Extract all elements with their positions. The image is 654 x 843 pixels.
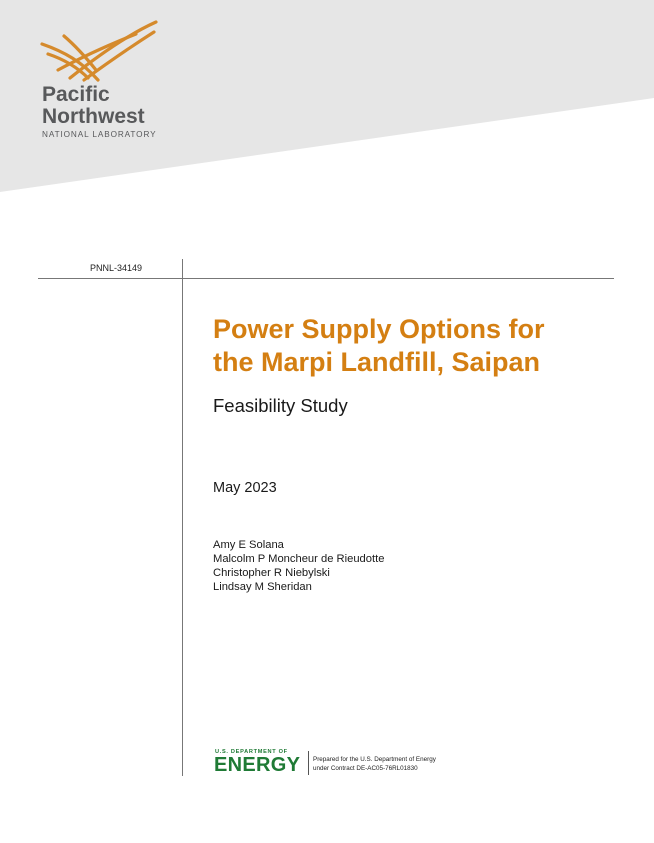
author-name: Malcolm P Moncheur de Rieudotte [213,553,385,565]
logo-line-national-laboratory: NATIONAL LABORATORY [42,130,157,139]
report-title-line2: the Marpi Landfill, Saipan [213,347,541,377]
doe-logo-block [214,748,514,780]
author-name: Lindsay M Sheridan [213,581,312,593]
doe-separator [308,751,309,775]
doe-note-line1: Prepared for the U.S. Department of Energy [313,756,436,763]
vertical-rule [182,259,183,776]
doe-department-text: U.S. DEPARTMENT OF [215,749,288,755]
logo-line-pacific: Pacific [42,83,110,106]
doe-contract-note [313,755,436,773]
horizontal-rule [38,278,614,279]
report-subtitle: Feasibility Study [213,395,348,416]
author-name: Christopher R Niebylski [213,567,330,579]
doe-note-line2: under Contract DE-AC05-76RL01830 [313,765,418,772]
pnnl-logo-icon [40,18,160,84]
logo-line-northwest: Northwest [42,105,145,128]
doe-energy-wordmark: ENERGY [214,754,301,776]
author-name: Amy E Solana [213,539,284,551]
report-title-line1: Power Supply Options for [213,314,545,344]
author-list [213,538,384,594]
report-title [213,313,613,379]
report-number: PNNL-34149 [90,263,143,273]
pnnl-logo-text [42,84,156,139]
report-date: May 2023 [213,480,277,496]
